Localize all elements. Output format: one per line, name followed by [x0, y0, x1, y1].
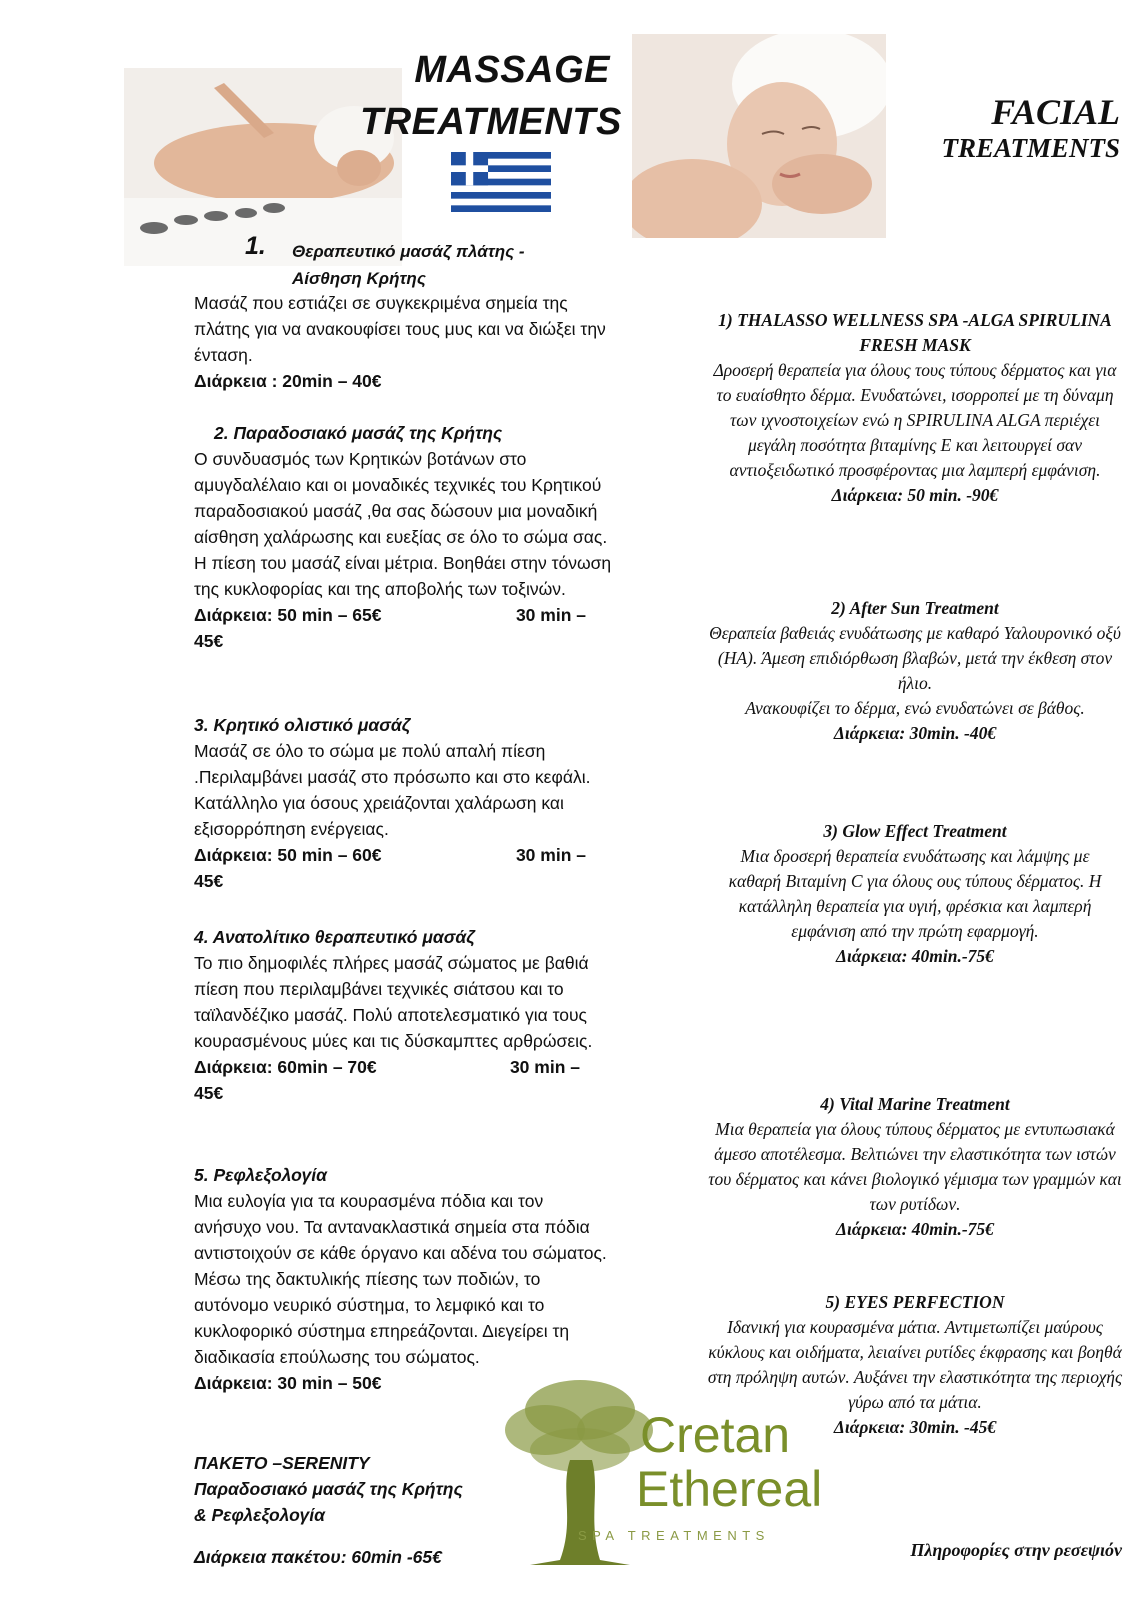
massage-item-4-duration-c: 45€: [194, 1083, 224, 1103]
massage-item-4-title: 4. Ανατολίτικο θεραπευτικό μασάζ: [194, 927, 475, 947]
facial-item-4-duration: Διάρκεια: 40min.-75€: [836, 1219, 994, 1239]
facial-item-1-title: 1) THALASSO WELLNESS SPA -ALGA SPIRULINA FRESH MASK: [718, 310, 1112, 355]
logo-line1: Cretan: [640, 1407, 791, 1463]
facial-item-5-duration: Διάρκεια: 30min. -45€: [833, 1417, 997, 1437]
facial-item-2-desc: Θεραπεία βαθειάς ενυδάτωσης με καθαρό Υαλουρονικό οξύ (ΗΑ). Άμεση επιδιόρθωση βλαβών, μετά την έκθεση στον ήλιο. Ανακουφίζει το δέρμα, ενώ ενυδατώνει σε βάθος.: [709, 623, 1121, 718]
facial-item-3-desc: Μια δροσερή θεραπεία ενυδάτωσης και λάμψης με καθαρή Βιταμίνη C για όλους ους τύπους δέρματος. Η κατάλληλη θεραπεία για υγιή, φρέσκια και λαμπερή εμφάνιση από την πρώτη εφαρμογή.: [728, 846, 1102, 941]
facial-item-2-duration: Διάρκεια: 30min. -40€: [833, 723, 997, 743]
facial-item-1-desc: Δροσερή θεραπεία για όλους τους τύπους δέρματος και για το ευαίσθητο δέρμα. Ενυδατώνει, ισορροπεί με τη δύναμη των ιχνοστοιχείων ενώ η SPIRULINA ALGA περιέχει μεγάλη ποσότητα βιταμίνης Ε και λειτουργεί σαν αντιοξειδωτικό προσφέροντας μια λαμπερή εμφάνιση.: [713, 360, 1117, 480]
logo-line2: Ethereal: [636, 1461, 823, 1517]
massage-item-3-duration-row: [194, 842, 586, 868]
massage-item-2: [194, 420, 614, 654]
massage-item-4: [194, 924, 614, 1106]
massage-item-3-title: 3. Κρητικό ολιστικό μασάζ: [194, 715, 411, 735]
facial-illustration: [632, 34, 886, 238]
logo-line3: SPA TREATMENTS: [578, 1528, 770, 1543]
massage-item-2-title: 2. Παραδοσιακό μασάζ της Κρήτης: [214, 423, 503, 443]
facial-item-3: [705, 819, 1125, 969]
massage-item-4-duration-b: 30 min –: [509, 1057, 580, 1077]
massage-item-2-desc: Ο συνδυασμός των Κρητικών βοτάνων στο αμυγδαλέλαιο και οι μοναδικές τεχνικές του Κρητικού παραδοσιακού μασάζ ,θα σας δώσουν μια μοναδική αίσθηση χαλάρωσης και ευεξίας σε όλο το σώμα σας. Η πίεση του μασάζ είναι μέτρια. Βοηθάει στην τόνωση της κυκλοφορίας και της αποβολής των τοξινών.: [194, 449, 612, 599]
massage-item-4-desc: Το πιο δημοφιλές πλήρες μασάζ σώματος με βαθιά πίεση που περιλαμβάνει τεχνικές σιάτσου και το ταϊλανδέζικο μασάζ. Πολύ αποτελεσματικό για τους κουρασμένους μύες και τις δύσκαμπτες αρθρώσεις.: [194, 953, 593, 1051]
facial-item-4: [705, 1092, 1125, 1242]
cretan-ethereal-logo: [500, 1370, 823, 1580]
greek-flag-icon: [451, 152, 551, 212]
massage-item-3: [194, 712, 614, 894]
massage-item-3-duration-b: 30 min –: [515, 845, 586, 865]
facial-title-line2: TREATMENTS: [941, 133, 1120, 163]
facial-item-5-title: 5) EYES PERFECTION: [825, 1292, 1005, 1312]
facial-photo: [632, 34, 886, 238]
massage-item-5-title: 5. Ρεφλεξολογία: [194, 1165, 327, 1185]
massage-item-5-desc: Μια ευλογία για τα κουρασμένα πόδια και τον ανήσυχο νου. Τα αντανακλαστικά σημεία στα πόδια αντιστοιχούν σε κάθε όργανο και αδένα του σώματος. Μέσω της δακτυλικής πίεσης των ποδιών, το αυτόνομο νευρικό σύστημα, το λεμφικό και το κυκλοφορικό σύστημα επηρεάζονται. Διεγείρει τη διαδικασία επούλωσης του σώματος.: [194, 1191, 607, 1367]
massage-item-2-duration-b: 30 min –: [515, 605, 586, 625]
massage-item-3-duration-a: Διάρκεια: 50 min – 60€: [194, 845, 382, 865]
massage-item-4-duration-a: Διάρκεια: 60min – 70€: [194, 1057, 377, 1077]
massage-item-1-title: Θεραπευτικό μασάζ πλάτης - Αίσθηση Κρήτης: [292, 242, 525, 288]
package-duration: Διάρκεια πακέτου: 60min -65€: [194, 1547, 442, 1567]
facial-item-2: [705, 596, 1125, 746]
massage-item-4-duration-row: [194, 1054, 580, 1080]
package-title: ΠΑΚΕΤΟ –SERENITY: [194, 1453, 370, 1473]
facial-item-3-duration: Διάρκεια: 40min.-75€: [836, 946, 994, 966]
massage-item-2-duration-row: [194, 602, 586, 628]
facial-item-4-desc: Μια θεραπεία για όλους τύπους δέρματος με εντυπωσιακά άμεσο αποτέλεσμα. Βελτιώνει την ελαστικότητα των ιστών του δέρματος και κάνει βιολογικό γέμισμα των γραμμών και των ρυτίδων.: [708, 1119, 1122, 1214]
massage-item-1-number: 1.: [245, 232, 266, 260]
massage-package: [194, 1450, 514, 1570]
massage-item-5: [194, 1162, 614, 1396]
massage-item-1-desc: Μασάζ που εστιάζει σε συγκεκριμένα σημεία της πλάτης για να ανακουφίσει τους μυς και να διώξει την ένταση.: [194, 293, 606, 365]
package-line1: Παραδοσιακό μασάζ της Κρήτης: [194, 1479, 463, 1499]
facial-item-5-desc: Ιδανική για κουρασμένα μάτια. Αντιμετωπίζει μαύρους κύκλους και οιδήματα, λειαίνει ρυτίδες έκφρασης και βοηθά στη πρόληψη αυτών. Αυξάνει την ελαστικότητα της περιοχής γύρω από τα μάτια.: [707, 1317, 1123, 1412]
massage-item-2-duration-c: 45€: [194, 631, 224, 651]
massage-item-5-duration: Διάρκεια: 30 min – 50€: [194, 1373, 382, 1393]
facial-item-2-title: 2) After Sun Treatment: [831, 598, 999, 618]
massage-item-2-duration-a: Διάρκεια: 50 min – 65€: [194, 605, 382, 625]
package-line2: & Ρεφλεξολογία: [194, 1505, 325, 1525]
massage-item-1-duration: Διάρκεια : 20min – 40€: [194, 371, 382, 391]
facial-title: [910, 92, 1120, 164]
facial-item-1-duration: Διάρκεια: 50 min. -90€: [831, 485, 999, 505]
facial-item-4-title: 4) Vital Marine Treatment: [820, 1094, 1010, 1114]
massage-title-line1: MASSAGE: [414, 49, 610, 91]
massage-item-1: [194, 290, 614, 394]
facial-item-1: [705, 308, 1125, 508]
massage-item-3-desc: Μασάζ σε όλο το σώμα με πολύ απαλή πίεση .Περιλαμβάνει μασάζ στο πρόσωπο και στο κεφάλι. Κατάλληλο για όσους χρειάζονται χαλάρωση και εξισορρόπηση ενέργειας.: [194, 741, 591, 839]
massage-item-3-duration-c: 45€: [194, 871, 224, 891]
reception-note: Πληροφορίες στην ρεσεψιόν: [910, 1540, 1122, 1560]
facial-title-line1: FACIAL: [991, 92, 1120, 132]
massage-title: [360, 44, 622, 148]
massage-title-line2: TREATMENTS: [360, 101, 622, 143]
facial-item-3-title: 3) Glow Effect Treatment: [823, 821, 1007, 841]
